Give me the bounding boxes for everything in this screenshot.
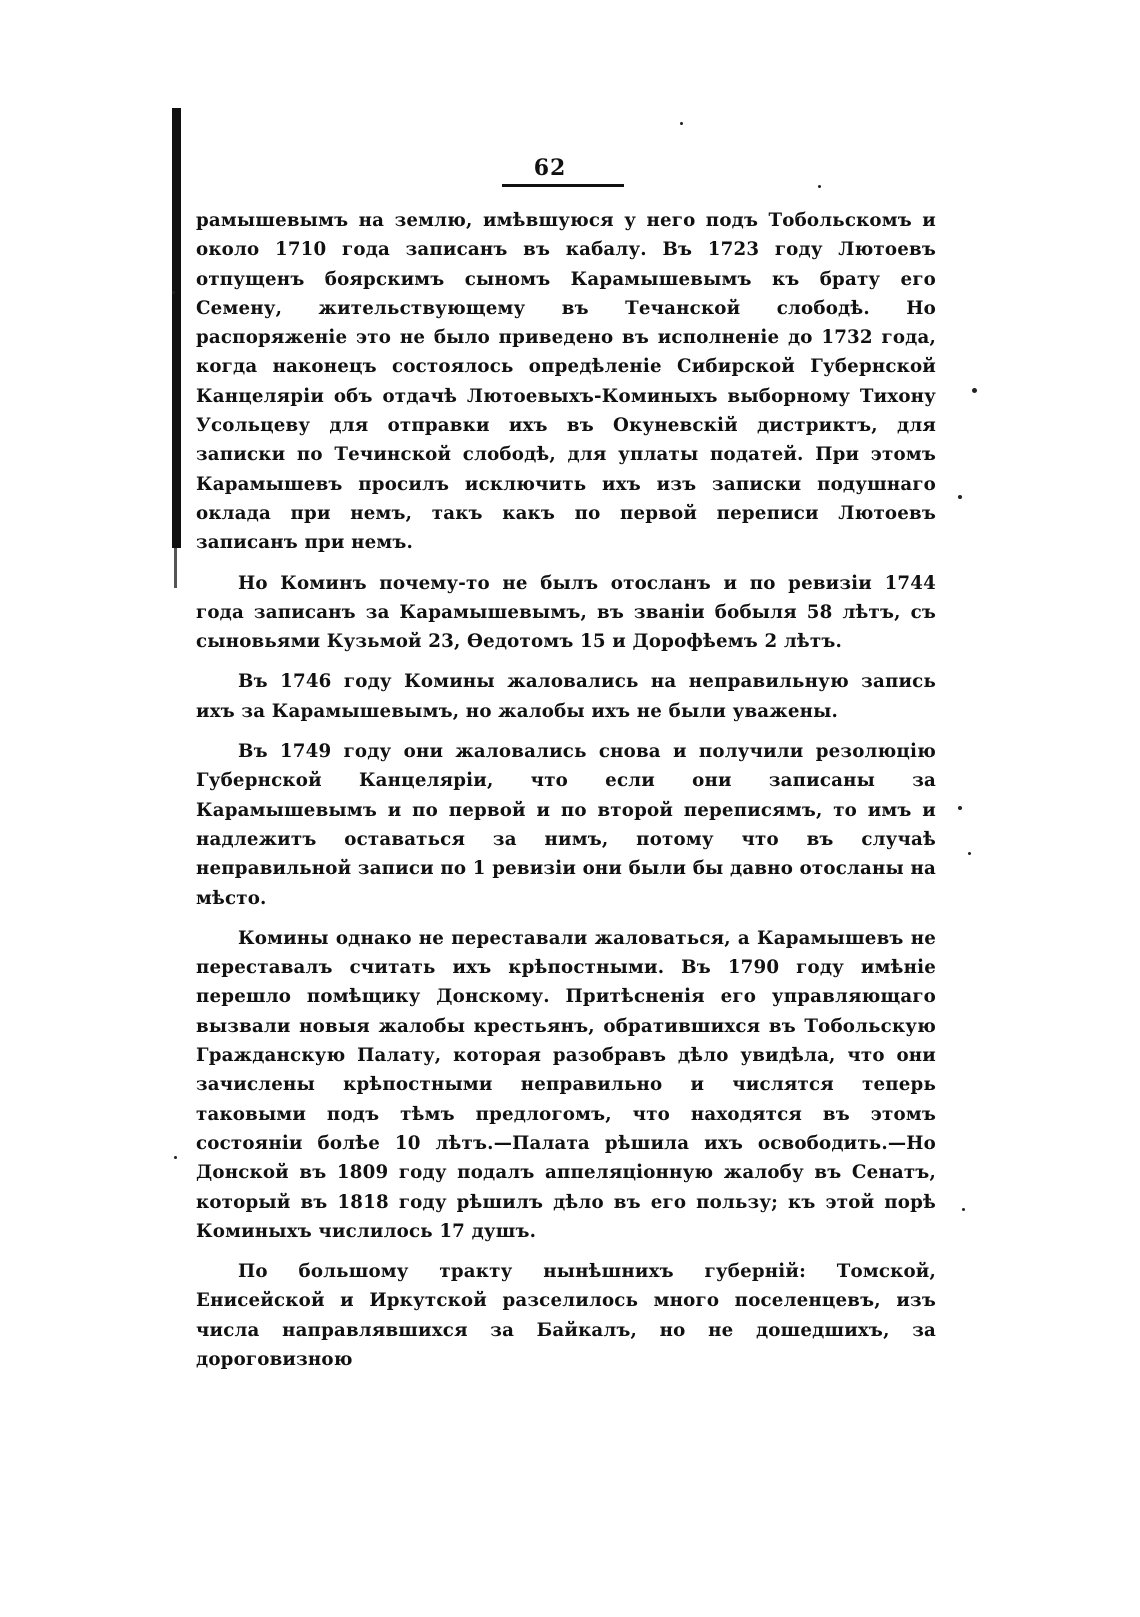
body-text xyxy=(196,206,936,1385)
scan-speck xyxy=(958,806,962,810)
scan-speck xyxy=(174,1156,177,1159)
paragraph-2: Но Коминъ почему-то не былъ отосланъ и по ревизіи 1744 года записанъ за Карамышевымъ, въ званіи бобыля 58 лѣтъ, съ сыновьями Кузьмой 23, Ѳедотомъ 15 и Дорофѣемъ 2 лѣтъ. xyxy=(196,572,936,653)
scan-speck xyxy=(818,185,821,188)
header-rule xyxy=(502,184,624,187)
binding-edge-mark xyxy=(172,108,181,548)
scan-speck xyxy=(962,1208,965,1211)
binding-edge-mark-lower xyxy=(174,548,177,588)
page-number: 62 xyxy=(533,155,567,181)
scan-speck xyxy=(680,122,683,125)
scan-speck xyxy=(958,495,962,499)
paragraph-5: Комины однако не переставали жаловаться, а Карамышевъ не переставалъ считать ихъ крѣпостными. Въ 1790 году имѣніе перешло помѣщику Донскому. Притѣсненія его управляющаго вызвали новыя жалобы крестьянъ, обратившихся въ Тобольскую Гражданскую Палату, которая разобравъ дѣло увидѣла, что они зачислены крѣпостными неправильно и числятся теперь таковыми подъ тѣмъ предлогомъ, что находятся въ этомъ состояніи болѣе 10 лѣтъ.—Палата рѣшила ихъ освободить.—Но Донской въ 1809 году подалъ аппеляціонную жалобу въ Сенатъ, который въ 1818 году рѣшилъ дѣло въ его пользу; къ этой порѣ Коминыхъ числилось 17 душъ. xyxy=(196,927,936,1242)
paragraph-6: По большому тракту нынѣшнихъ губерній: Томской, Енисейской и Иркутской разселилось много поселенцевъ, изъ числа направлявшихся за Байкалъ, но не дошедшихъ, за дороговизною xyxy=(196,1261,936,1370)
scan-speck xyxy=(972,388,977,393)
scan-speck xyxy=(172,291,175,294)
paragraph-4: Въ 1749 году они жаловались снова и получили резолюцію Губернской Канцеляріи, что если они записаны за Карамышевымъ и по первой и по второй переписямъ, то имъ и надлежитъ оставаться за нимъ, потому что въ случаѣ неправильной записи по 1 ревизіи они были бы давно отосланы на мѣсто. xyxy=(196,741,936,909)
paragraph-3: Въ 1746 году Комины жаловались на неправильную запись ихъ за Карамышевымъ, но жалобы ихъ не были уважены. xyxy=(196,671,936,722)
paragraph-1: рамышевымъ на землю, имѣвшуюся у него подъ Тобольскомъ и около 1710 года записанъ въ кабалу. Въ 1723 году Лютоевъ отпущенъ боярскимъ сыномъ Карамышевымъ къ брату его Семену, жительствующему въ Течанской слободѣ. Но распоряженіе это не было приведено въ исполненіе до 1732 года, когда наконецъ состоялось опредѣленіе Сибирской Губернской Канцеляріи объ отдачѣ Лютоевыхъ-Коминыхъ выборному Тихону Усольцеву для отправки ихъ въ Окуневскій дистриктъ, для записки по Течинской слободѣ, для уплаты податей. При этомъ Карамышевъ просилъ исключить ихъ изъ записки подушнаго оклада при немъ, такъ какъ по первой переписи Лютоевъ записанъ при немъ. xyxy=(196,210,936,554)
scan-speck xyxy=(968,852,971,855)
